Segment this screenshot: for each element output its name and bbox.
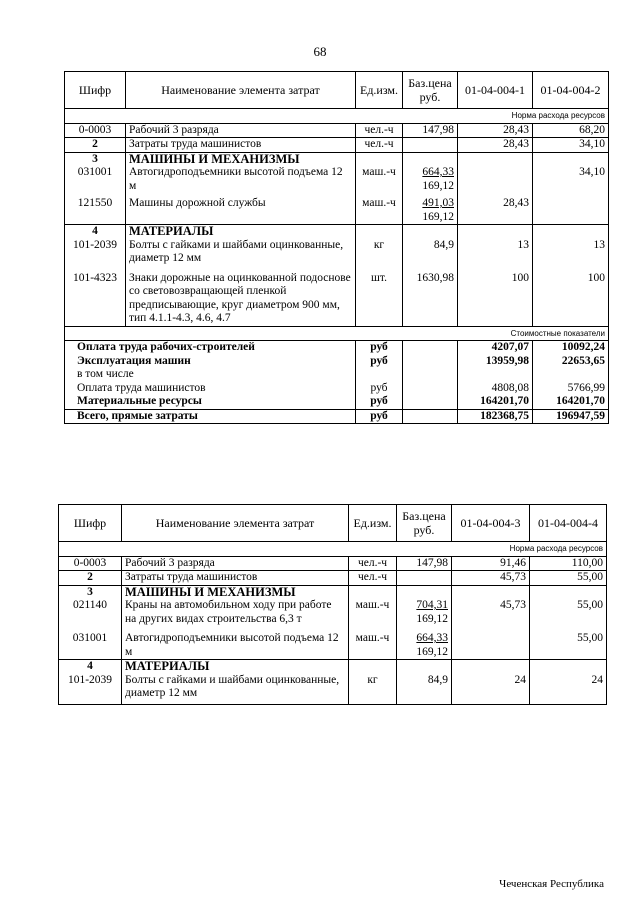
row-value-b: 34,10 xyxy=(533,138,609,153)
row-name: Затраты труда машинистов xyxy=(122,571,349,586)
section-title: МАШИНЫ И МЕХАНИЗМЫ xyxy=(126,152,356,166)
row-name: Болты с гайками и шайбами оцинкованные, диаметр 12 мм xyxy=(126,239,356,266)
row-price: 491,03 xyxy=(422,197,454,209)
cost-value-a: 13959,98 xyxy=(458,355,533,369)
row-code: 101-4323 xyxy=(65,266,126,327)
table-row xyxy=(59,626,607,660)
header-code: Шифр xyxy=(59,505,122,542)
header-column-b: 01-04-004-4 xyxy=(530,505,607,542)
row-code: 021140 xyxy=(59,599,122,626)
row-price-secondary: 169,12 xyxy=(416,612,448,625)
row-unit: шт. xyxy=(356,266,403,327)
table-row xyxy=(59,599,607,626)
header-name: Наименование элемента затрат xyxy=(122,505,349,542)
row-name: Рабочий 3 разряда xyxy=(122,556,349,571)
row-unit: чел.-ч xyxy=(349,556,397,571)
row-price-secondary: 169,12 xyxy=(422,210,454,223)
cost-name: Материальные ресурсы xyxy=(65,395,356,409)
header-name: Наименование элемента затрат xyxy=(126,72,356,109)
cost-value-b: 22653,65 xyxy=(533,355,609,369)
section-title: МАШИНЫ И МЕХАНИЗМЫ xyxy=(122,585,349,599)
row-name: Рабочий 3 разряда xyxy=(126,123,356,138)
row-value-a: 28,43 xyxy=(458,138,533,153)
row-code: 031001 xyxy=(65,166,126,193)
cost-name: Всего, прямые затраты xyxy=(65,409,356,424)
header-column-a: 01-04-004-1 xyxy=(458,72,533,109)
row-value-a: 91,46 xyxy=(452,556,530,571)
table-row xyxy=(65,166,609,193)
row-unit: чел.-ч xyxy=(356,138,403,153)
row-value-b: 34,10 xyxy=(533,166,609,193)
table-row xyxy=(65,193,609,225)
row-value-b: 24 xyxy=(530,674,607,705)
cost-value-a: 182368,75 xyxy=(458,409,533,424)
row-unit: чел.-ч xyxy=(356,123,403,138)
table-row xyxy=(65,138,609,153)
row-unit: чел.-ч xyxy=(349,571,397,586)
section-number: 3 xyxy=(65,152,126,166)
row-price: 704,31 xyxy=(416,599,448,611)
cost-row xyxy=(65,341,609,355)
section-row xyxy=(65,152,609,166)
norm-label-row xyxy=(59,542,607,557)
cost-row xyxy=(65,382,609,396)
cost-name: Эксплуатация машин xyxy=(65,355,356,369)
table-row xyxy=(65,266,609,327)
header-code: Шифр xyxy=(65,72,126,109)
table-header-row xyxy=(65,72,609,109)
row-price: 664,33 xyxy=(422,166,454,178)
row-value-a: 13 xyxy=(458,239,533,266)
row-code: 101-2039 xyxy=(59,674,122,705)
row-value-b: 13 xyxy=(533,239,609,266)
cost-value-b: 196947,59 xyxy=(533,409,609,424)
row-value-b: 100 xyxy=(533,266,609,327)
row-price: 84,9 xyxy=(403,239,458,266)
cost-label: Стоимостные показатели xyxy=(458,326,609,341)
header-base-price: Баз.цена руб. xyxy=(397,505,452,542)
cost-row xyxy=(65,368,609,382)
row-value-b: 68,20 xyxy=(533,123,609,138)
row-value-a: 28,43 xyxy=(458,123,533,138)
row-price: 147,98 xyxy=(397,556,452,571)
cost-value-b: 10092,24 xyxy=(533,341,609,355)
row-code: 031001 xyxy=(59,626,122,660)
footer-region: Чеченская Республика xyxy=(499,878,604,890)
row-name: Затраты труда машинистов xyxy=(126,138,356,153)
row-value-b: 110,00 xyxy=(530,556,607,571)
row-code: 2 xyxy=(59,571,122,586)
cost-row xyxy=(65,395,609,409)
row-value-b: 55,00 xyxy=(530,626,607,660)
section-number: 4 xyxy=(59,660,122,674)
cost-unit: руб xyxy=(356,409,403,424)
norm-label: Норма расхода ресурсов xyxy=(452,542,607,557)
row-code: 101-2039 xyxy=(65,239,126,266)
page-number: 68 xyxy=(313,44,327,59)
table-row xyxy=(59,556,607,571)
section-number: 4 xyxy=(65,225,126,239)
row-value-a: 100 xyxy=(458,266,533,327)
cost-unit: руб xyxy=(356,355,403,369)
row-code: 0-0003 xyxy=(65,123,126,138)
row-price-secondary: 169,12 xyxy=(416,645,448,658)
row-unit: маш.-ч xyxy=(349,599,397,626)
row-value-a: 45,73 xyxy=(452,599,530,626)
section-row xyxy=(59,660,607,674)
table-row xyxy=(59,571,607,586)
cost-value-b: 164201,70 xyxy=(533,395,609,409)
estimate-table-2 xyxy=(58,504,607,705)
section-title: МАТЕРИАЛЫ xyxy=(126,225,356,239)
row-value-a: 45,73 xyxy=(452,571,530,586)
row-price: 147,98 xyxy=(403,123,458,138)
cost-unit: руб xyxy=(356,395,403,409)
header-column-b: 01-04-004-2 xyxy=(533,72,609,109)
row-name: Автогидроподъемники высотой подъема 12 м xyxy=(122,626,349,660)
norm-label: Норма расхода ресурсов xyxy=(458,109,609,124)
row-price: 1630,98 xyxy=(403,266,458,327)
cost-name: Оплата труда рабочих-строителей xyxy=(65,341,356,355)
norm-label-row xyxy=(65,109,609,124)
estimate-table-1 xyxy=(64,71,609,424)
row-price: 84,9 xyxy=(397,674,452,705)
row-price-secondary: 169,12 xyxy=(422,179,454,192)
row-unit: маш.-ч xyxy=(356,166,403,193)
cost-name: Оплата труда машинистов xyxy=(65,382,356,396)
row-code: 121550 xyxy=(65,193,126,225)
row-unit: маш.-ч xyxy=(349,626,397,660)
row-value-a: 28,43 xyxy=(458,193,533,225)
row-code: 2 xyxy=(65,138,126,153)
cost-value-a: 4808,08 xyxy=(458,382,533,396)
header-column-a: 01-04-004-3 xyxy=(452,505,530,542)
header-unit: Ед.изм. xyxy=(356,72,403,109)
cost-name: в том числе xyxy=(65,368,356,382)
row-name: Знаки дорожные на оцинкованной подоснове со световозвращающей пленкой предписывающие, круг диаметром 900 мм, тип 4.1.1-4.3, 4.6, 4.7 xyxy=(126,266,356,327)
table-header-row xyxy=(59,505,607,542)
row-unit: кг xyxy=(349,674,397,705)
table-row xyxy=(59,674,607,705)
row-name: Машины дорожной службы xyxy=(126,193,356,225)
cost-value-a: 4207,07 xyxy=(458,341,533,355)
section-title: МАТЕРИАЛЫ xyxy=(122,660,349,674)
row-value-b: 55,00 xyxy=(530,571,607,586)
row-name: Автогидроподъемники высотой подъема 12 м xyxy=(126,166,356,193)
row-value-a: 24 xyxy=(452,674,530,705)
cost-row xyxy=(65,409,609,424)
row-price: 664,33 xyxy=(416,632,448,644)
header-base-price: Баз.цена руб. xyxy=(403,72,458,109)
section-number: 3 xyxy=(59,585,122,599)
cost-row xyxy=(65,355,609,369)
cost-label-row xyxy=(65,326,609,341)
row-unit: маш.-ч xyxy=(356,193,403,225)
cost-value-a: 164201,70 xyxy=(458,395,533,409)
section-row xyxy=(59,585,607,599)
header-unit: Ед.изм. xyxy=(349,505,397,542)
table-row xyxy=(65,123,609,138)
row-name: Болты с гайками и шайбами оцинкованные, диаметр 12 мм xyxy=(122,674,349,705)
row-value-b: 55,00 xyxy=(530,599,607,626)
section-row xyxy=(65,225,609,239)
row-unit: кг xyxy=(356,239,403,266)
cost-value-b: 5766,99 xyxy=(533,382,609,396)
row-code: 0-0003 xyxy=(59,556,122,571)
row-name: Краны на автомобильном ходу при работе на других видах строительства 6,3 т xyxy=(122,599,349,626)
cost-unit: руб xyxy=(356,341,403,355)
cost-unit: руб xyxy=(356,382,403,396)
table-row xyxy=(65,239,609,266)
